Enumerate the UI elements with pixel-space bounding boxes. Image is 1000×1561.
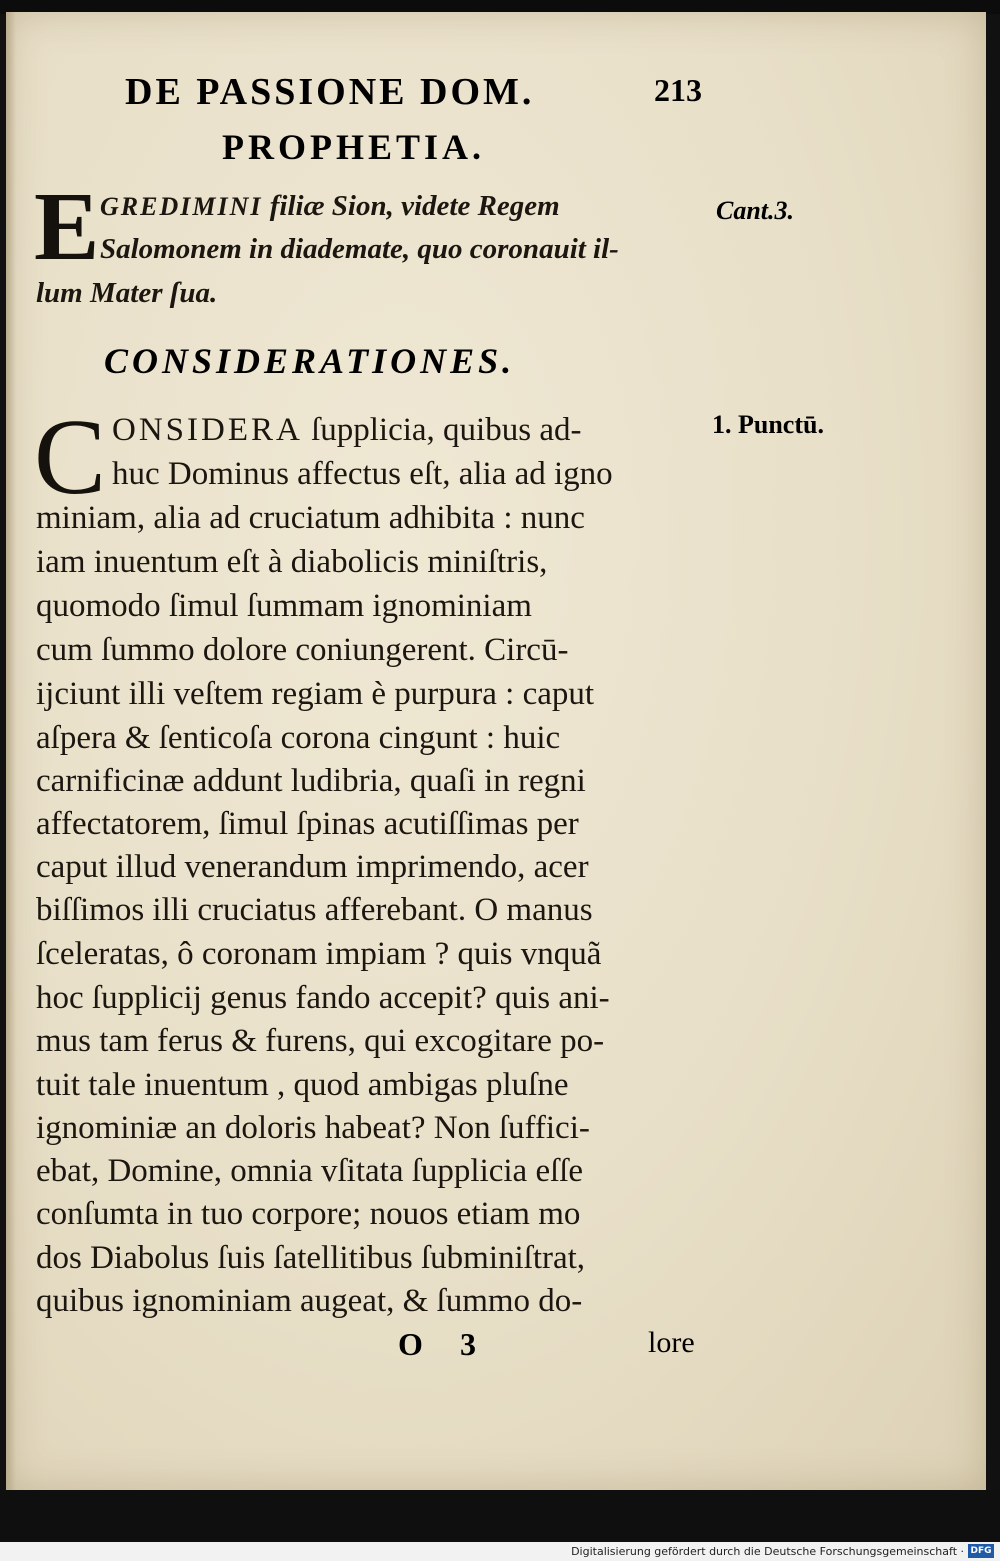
prophecy-line-3: lum Mater ſua.: [36, 277, 218, 309]
prophecy-line-2: Salomonem in diademate, quo coronauit il-: [100, 233, 619, 265]
running-head: DE PASSIONE DOM.: [125, 71, 535, 113]
body-line-10: affectatorem, ſimul ſpinas acutiſſimas per: [36, 806, 579, 842]
body-line-8: aſpera & ſenticoſa corona cingunt : huic: [36, 720, 561, 756]
body-line-1-rest: ſupplicia, quibus ad-: [302, 412, 582, 448]
prophecy-drop-cap: E: [34, 173, 100, 281]
margin-note-point: 1. Punctū.: [712, 410, 824, 439]
body-line-1: [112, 412, 581, 449]
considerations-opening-word: ONSIDERA: [112, 412, 303, 448]
body-line-19: conſumta in tuo corpore; nouos etiam mo: [36, 1196, 581, 1232]
page-gutter-shadow: [6, 12, 16, 1490]
body-line-7: ijciunt illi veſtem regiam è purpura : caput: [36, 676, 595, 712]
prophecy-opening-word: GREDIMINI: [100, 192, 263, 221]
page-number: 213: [654, 72, 702, 108]
body-line-11: caput illud venerandum imprimendo, acer: [36, 849, 589, 885]
body-line-17: ignominiæ an doloris habeat? Non ſuffici-: [36, 1110, 590, 1146]
prophecy-line-1: [100, 190, 560, 223]
prophecy-line-1-rest: filiæ Sion, videte Regem: [262, 190, 560, 222]
body-line-5: quomodo ſimul ſummam ignominiam: [36, 588, 532, 624]
margin-note-reference: Cant.3.: [716, 196, 795, 225]
body-line-14: hoc ſupplicij genus fando accepit? quis ani-: [36, 980, 610, 1016]
body-line-13: ſceleratas, ô coronam impiam ? quis vnquã: [36, 936, 602, 972]
section-title: PROPHETIA.: [222, 127, 486, 167]
body-line-2: huc Dominus affectus eſt, alia ad igno: [112, 456, 613, 492]
catchword: lore: [648, 1326, 695, 1359]
considerations-drop-cap: C: [34, 398, 107, 517]
body-line-9: carnificinæ addunt ludibria, quaſi in regni: [36, 763, 586, 799]
body-line-3: miniam, alia ad cruciatum adhibita : nunc: [36, 500, 585, 536]
dfg-logo: DFG: [968, 1544, 994, 1558]
body-line-18: ebat, Domine, omnia vſitata ſupplicia eſſe: [36, 1153, 584, 1189]
body-line-15: mus tam ferus & furens, qui excogitare po-: [36, 1023, 605, 1059]
body-line-20: dos Diabolus ſuis ſatellitibus ſubminiſtrat,: [36, 1240, 586, 1276]
digitization-credit: Digitalisierung gefördert durch die Deutsche Forschungsgemeinschaft ·: [571, 1545, 964, 1558]
signature-letter: O: [398, 1326, 423, 1362]
body-line-6: cum ſummo dolore coniungerent. Circū-: [36, 632, 569, 668]
body-line-21: quibus ignominiam augeat, & ſummo do-: [36, 1283, 583, 1319]
body-line-12: biſſimos illi cruciatus afferebant. O manus: [36, 892, 593, 928]
body-line-16: tuit tale inuentum , quod ambigas pluſne: [36, 1067, 569, 1103]
body-line-4: iam inuentum eſt à diabolicis miniſtris,: [36, 544, 548, 580]
considerations-heading: CONSIDERATIONES.: [104, 341, 516, 381]
signature-number: 3: [460, 1326, 476, 1362]
